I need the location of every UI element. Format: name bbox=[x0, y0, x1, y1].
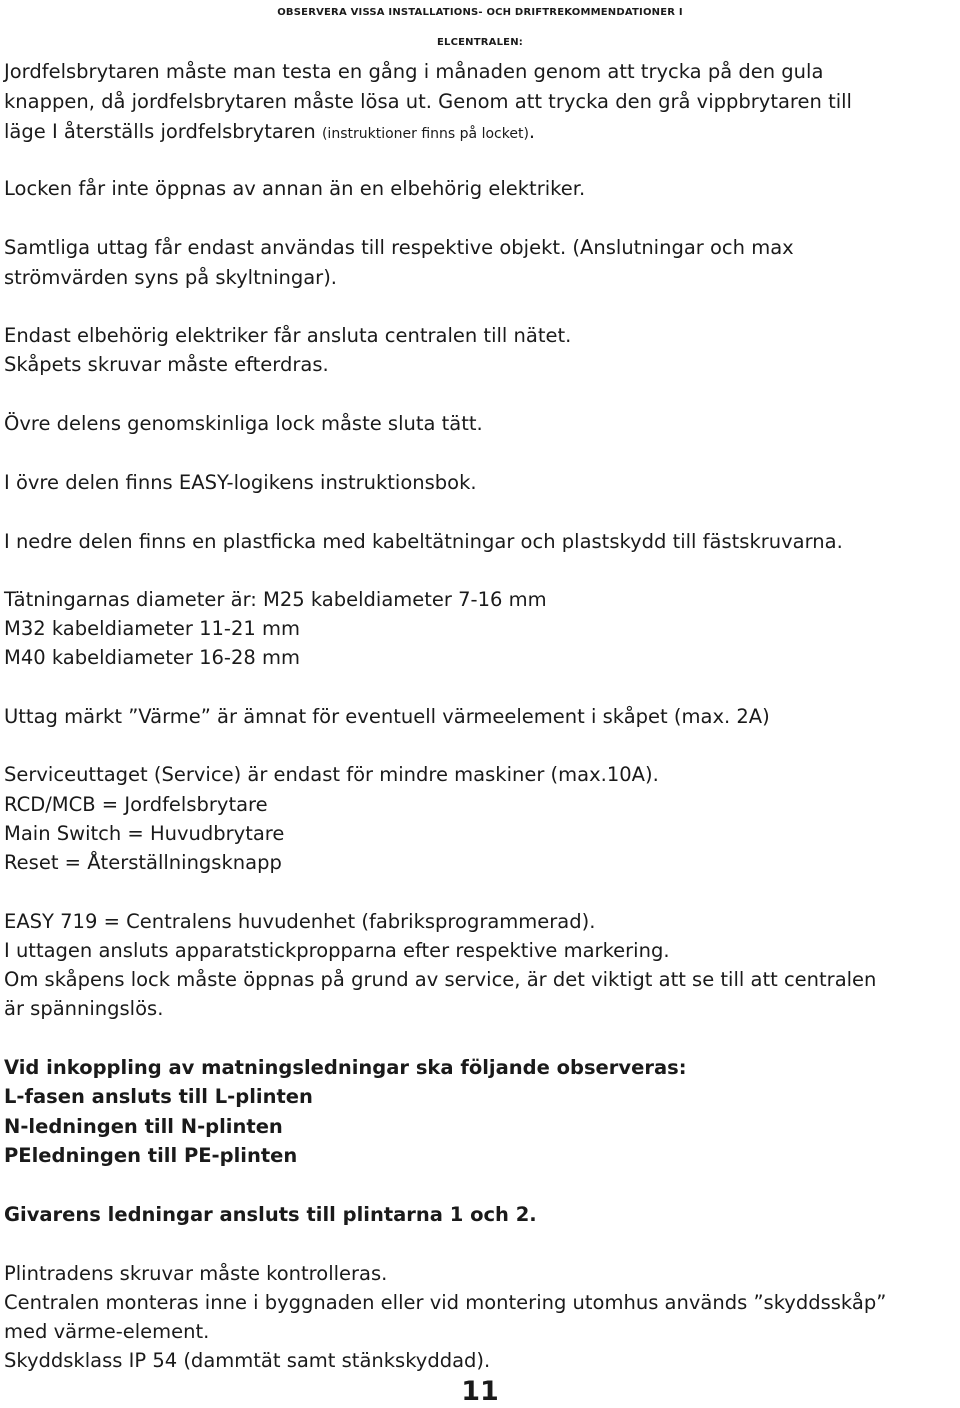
paragraph-seals-line-2: M32 kabeldiameter 11-21 mm bbox=[4, 617, 300, 640]
intro-line-2: knappen, då jordfelsbrytaren måste lösa ut. Genom att trycka den grå vippbrytaren till bbox=[4, 90, 852, 113]
paragraph-service-line-2: är spänningslös. bbox=[4, 997, 164, 1020]
paragraph-seals-line-3: M40 kabeldiameter 16-28 mm bbox=[4, 646, 300, 669]
intro-line-3-note: (instruktioner finns på locket) bbox=[321, 126, 529, 142]
paragraph-easy-unit: EASY 719 = Centralens huvudenhet (fabriksprogrammerad). bbox=[4, 910, 596, 933]
intro-line-3-end: . bbox=[528, 120, 536, 143]
paragraph-seals-line-1: Tätningarnas diameter är: M25 kabeldiameter 7-16 mm bbox=[4, 588, 547, 611]
paragraph-plugs: I uttagen ansluts apparatstickpropparna efter respektive markering. bbox=[4, 939, 670, 962]
paragraph-mount-line-2: med värme-element. bbox=[4, 1320, 210, 1343]
heading-line-1: OBSERVERA VISSA INSTALLATIONS- OCH DRIFTREKOMMENDATIONER I bbox=[277, 7, 683, 18]
heading-line-2: ELCENTRALEN: bbox=[437, 37, 523, 48]
paragraph-lower-pocket: I nedre delen finns en plastficka med kabeltätningar och plastskydd till fästskruvarna. bbox=[4, 530, 843, 553]
sensor-instruction: Givarens ledningar ansluts till plintarna 1 och 2. bbox=[4, 1203, 537, 1226]
n-line-instruction: N-ledningen till N-plinten bbox=[4, 1115, 283, 1138]
paragraph-terminals: Plintradens skruvar måste kontrolleras. bbox=[4, 1262, 388, 1285]
legend-main-switch: Main Switch = Huvudbrytare bbox=[4, 822, 285, 845]
page-number: 11 bbox=[461, 1376, 499, 1407]
paragraph-mount-line-1: Centralen monteras inne i byggnaden eller vid montering utomhus används ”skyddsskåp” bbox=[4, 1291, 887, 1314]
paragraph-service-line-1: Om skåpens lock måste öppnas på grund av service, är det viktigt att se till att centralen bbox=[4, 968, 877, 991]
pe-line-instruction: PEledningen till PE-plinten bbox=[4, 1144, 298, 1167]
paragraph-heat-outlet: Uttag märkt ”Värme” är ämnat för eventuell värmeelement i skåpet (max. 2A) bbox=[4, 705, 770, 728]
paragraph-service-outlet: Serviceuttaget (Service) är endast för mindre maskiner (max.10A). bbox=[4, 763, 659, 786]
paragraph-outlets-line-1: Samtliga uttag får endast användas till respektive objekt. (Anslutningar och max bbox=[4, 236, 794, 259]
intro-line-1: Jordfelsbrytaren måste man testa en gång i månaden genom att trycka på den gula bbox=[4, 60, 824, 83]
l-phase-instruction: L-fasen ansluts till L-plinten bbox=[4, 1085, 313, 1108]
paragraph-connect-line-1: Endast elbehörig elektriker får ansluta centralen till nätet. bbox=[4, 324, 572, 347]
paragraph-ip-class: Skyddsklass IP 54 (dammtät samt stänkskyddad). bbox=[4, 1349, 491, 1372]
paragraph-outlets-line-2: strömvärden syns på skyltningar). bbox=[4, 266, 338, 289]
legend-reset: Reset = Återställningsknapp bbox=[4, 851, 282, 874]
paragraph-lids: Locken får inte öppnas av annan än en elbehörig elektriker. bbox=[4, 177, 586, 200]
intro-line-3 bbox=[4, 117, 535, 149]
feed-title: Vid inkoppling av matningsledningar ska följande observeras: bbox=[4, 1056, 687, 1079]
legend-rcd: RCD/MCB = Jordfelsbrytare bbox=[4, 793, 268, 816]
paragraph-upper-lid: Övre delens genomskinliga lock måste sluta tätt. bbox=[4, 412, 483, 435]
paragraph-easy-book: I övre delen finns EASY-logikens instruktionsbok. bbox=[4, 471, 477, 494]
intro-line-3-text: läge I återställs jordfelsbrytaren bbox=[4, 120, 322, 143]
paragraph-connect-line-2: Skåpets skruvar måste efterdras. bbox=[4, 353, 329, 376]
